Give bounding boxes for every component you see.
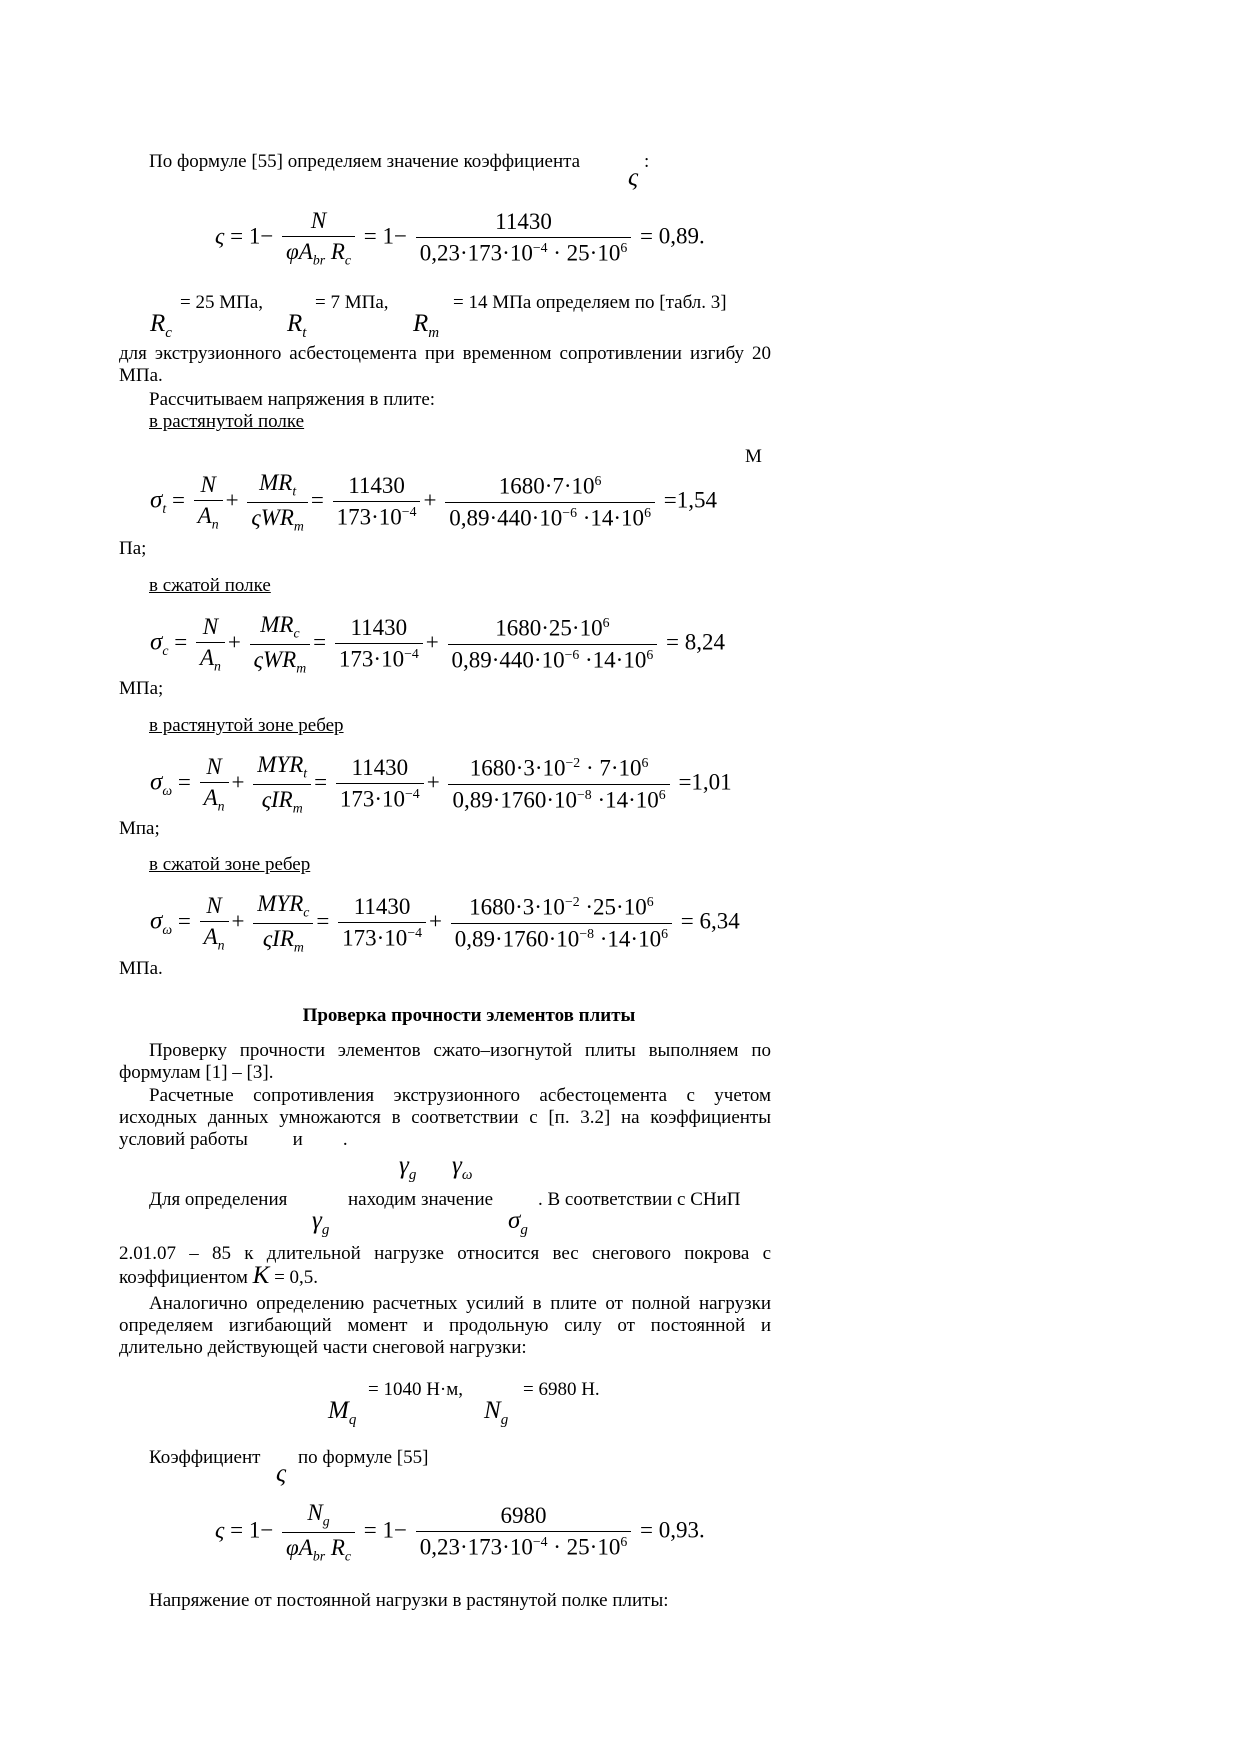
- zeta-symbol: ς: [628, 164, 639, 191]
- rm-symbol: $R_m$: [413, 310, 440, 341]
- paragraph-stresses-intro: Рассчитываем напряжения в плите:: [149, 389, 436, 410]
- paragraph-final: Напряжение от постоянной нагрузки в растянутой полке плиты:: [149, 1590, 669, 1611]
- paragraph-for-definition: Для определения: [149, 1189, 288, 1210]
- eq-den: 173·10: [339, 786, 406, 812]
- exp: −6: [562, 504, 577, 520]
- unit-text: Мпа;: [119, 818, 160, 839]
- paragraph-analogous: Аналогично определению расчетных усилий в плите от полной нагрузки определяем изгибающий момент и продольную силу от постоянной и длительно действующей части снеговой нагрузки:: [119, 1293, 771, 1358]
- exp: 6: [620, 240, 628, 256]
- eq-den-mid: · 25·10: [547, 241, 621, 267]
- paragraph-by-formula: по формуле [55]: [298, 1447, 429, 1468]
- paragraph-zeta-intro: [149, 151, 580, 173]
- equation-zeta-2: ς = 1− $\frac{N_g}{\varphi A_{br} R_c}$ = 1− $\frac{6980}{0,23\cdot 173\cdot 10^{-4} \cdot 25\cdot 10^6}$ = 0,93.: [215, 1500, 705, 1564]
- exp: 6: [620, 1534, 628, 1550]
- paragraph-snow: [119, 1243, 771, 1289]
- eq-den-tail: ·14·10: [579, 647, 647, 673]
- exp: −8: [579, 925, 594, 941]
- exp: 6: [641, 754, 649, 770]
- eq-num: 1680·25·10: [495, 615, 603, 641]
- exp: −6: [564, 646, 580, 662]
- exp: 6: [658, 786, 666, 802]
- eq-result: = 0,93.: [640, 1517, 705, 1543]
- exp: −2: [564, 893, 580, 909]
- k-value: = 0,5.: [274, 1267, 319, 1288]
- eq-result: = 0,89.: [640, 223, 705, 249]
- unit-text: МПа.: [119, 958, 163, 979]
- eq-num: 11430: [335, 615, 423, 644]
- exp: −4: [405, 786, 420, 802]
- section-title-tension-ribs: в растянутой зоне ребер: [149, 715, 344, 736]
- eq-result: = 8,24: [666, 629, 725, 655]
- sigma-g-symbol: $\sigma_g$: [508, 1207, 528, 1238]
- paragraph-resistances: [119, 1085, 771, 1151]
- section-title-compression-flange: в сжатой полке: [149, 575, 271, 596]
- exp: 6: [594, 472, 602, 488]
- exp: −2: [565, 754, 581, 770]
- equation-sigma-omega-2: $\sigma_\omega$ = $\frac{N}{A_n}$ + $\frac{MYR_c}{\varsigma IR_m}$ = $\frac{11430}{173\cdot 10^{-4}}$ + $\frac{1680\cdot 3\cdot 10^{-2} \cdot 25\cdot 10^6}{0,89\cdot 1760\cdot 10^{-8} \cdot 14\cdot 10^6}$ = 6,34: [150, 891, 740, 955]
- eq-den-mid: · 25·10: [547, 1534, 621, 1560]
- exp: 6: [646, 646, 654, 662]
- equation-sigma-omega-1: $\sigma_\omega$ = $\frac{N}{A_n}$ + $\frac{MYR_t}{\varsigma IR_m}$ = $\frac{11430}{173\cdot 10^{-4}}$ + $\frac{1680\cdot 3\cdot 10^{-2} \cdot 7\cdot 10^6}{0,89\cdot 1760\cdot 10^{-8} \cdot 14\cdot 10^6}$ =1,01: [150, 752, 732, 816]
- eq-num: 11430: [333, 473, 421, 502]
- unit-tail: М: [745, 446, 762, 467]
- k-symbol: K: [252, 1262, 270, 1289]
- paragraph-text: 2.01.07 – 85 к длительной нагрузке относится вес снегового покрова с коэффициентом: [119, 1243, 771, 1288]
- exp: 6: [646, 893, 654, 909]
- eq-num: 11430: [338, 894, 426, 923]
- paragraph-material: для экструзионного асбестоцемента при временном сопротивлении изгибу 20 МПа.: [119, 343, 771, 386]
- rc-symbol: $R_c$: [150, 310, 172, 341]
- eq-num: 1680·3·10: [469, 755, 566, 781]
- eq-den: 0,89·1760·10: [454, 926, 580, 952]
- eq-result: = 6,34: [680, 908, 740, 934]
- exp: −4: [404, 646, 419, 662]
- eq-denominator: 0,23·173·10: [419, 1534, 533, 1560]
- eq-den-tail: ·14·10: [594, 926, 662, 952]
- rt-value: = 7 МПа,: [315, 292, 389, 313]
- eq-den: 173·10: [336, 504, 402, 530]
- mq-symbol: $M_q$: [328, 1397, 357, 1428]
- unit-text: МПа;: [119, 678, 164, 699]
- gamma-g-symbol-2: $\gamma_g$: [312, 1207, 330, 1238]
- section-title-compression-ribs: в сжатой зоне ребер: [149, 854, 311, 875]
- gamma-omega-symbol: $\gamma_\omega$: [452, 1152, 473, 1183]
- ng-symbol: $N_g$: [484, 1397, 509, 1428]
- exp: 6: [602, 614, 610, 630]
- paragraph-text: По формуле [55] определяем значение коэффициента: [149, 151, 581, 172]
- rc-value: = 25 МПа,: [180, 292, 264, 313]
- equation-sigma-t: $\sigma_t$ = $\frac{N}{A_n}$ + $\frac{MR_t}{\varsigma WR_m}$ = $\frac{11430}{173\cdot 10^{-4}}$ + $\frac{1680\cdot 7\cdot 10^6}{0,89\cdot 440\cdot 10^{-6} \cdot 14\cdot 10^6}$ =1,54: [150, 470, 717, 534]
- eq-den: 0,89·440·10: [451, 647, 565, 673]
- equation-sigma-c: $\sigma_c$ = $\frac{N}{A_n}$ + $\frac{MR_c}{\varsigma WR_m}$ = $\frac{11430}{173\cdot 10^{-4}}$ + $\frac{1680\cdot 25\cdot 10^6}{0,89\cdot 440\cdot 10^{-6} \cdot 14\cdot 10^6}$ = 8,24: [150, 612, 725, 676]
- eq-result: =1,01: [678, 769, 732, 795]
- dot: .: [342, 1129, 348, 1150]
- equation-zeta: ς = 1− $\frac{N}{\varphi A_{br} R_c}$ = 1− $\frac{11430}{0,23\cdot 173\cdot 10^{-4} \cdot 25\cdot 10^6}$ = 0,89.: [215, 208, 705, 268]
- gamma-g-symbol: $\gamma_g$: [399, 1152, 417, 1183]
- eq-denominator: 0,23·173·10: [419, 241, 533, 267]
- eq-num-tail: ·25·10: [579, 894, 647, 920]
- exp: −4: [401, 504, 417, 520]
- eq-numerator: 11430: [416, 209, 632, 238]
- eq-numerator: 6980: [416, 1503, 632, 1532]
- rt-symbol: $R_t$: [287, 310, 307, 341]
- exp: 6: [644, 504, 651, 520]
- section-heading: Проверка прочности элементов плиты: [302, 1005, 636, 1026]
- colon: :: [644, 151, 650, 172]
- eq-num: 1680·7·10: [498, 473, 595, 499]
- ng-value: = 6980 Н.: [523, 1379, 600, 1400]
- paragraph-text: Расчетные сопротивления экструзионного асбестоцемента с учетом исходных данных умножаются в соответствии с [п. 3.2] на коэффициенты условий работы: [119, 1085, 771, 1150]
- paragraph-coefficient: Коэффициент: [149, 1447, 261, 1468]
- unit-text: Па;: [119, 538, 147, 559]
- eq-den: 173·10: [338, 646, 405, 672]
- eq-num: 11430: [336, 755, 424, 784]
- exp: −4: [532, 1534, 548, 1550]
- and-word: и: [292, 1129, 303, 1150]
- eq-den-tail: ·14·10: [591, 787, 659, 813]
- eq-den: 0,89·440·10: [449, 505, 563, 531]
- exp: −4: [532, 240, 548, 256]
- rm-value: = 14 МПа определяем по [табл. 3]: [453, 292, 727, 313]
- eq-den-tail: ·14·10: [576, 505, 645, 531]
- exp: −4: [407, 925, 422, 941]
- eq-den: 0,89·1760·10: [452, 787, 578, 813]
- paragraph-check: Проверку прочности элементов сжато–изогнутой плиты выполняем по формулам [1] – [3].: [119, 1040, 771, 1083]
- paragraph-find-value: находим значение: [348, 1189, 494, 1210]
- eq-num: 1680·3·10: [469, 894, 565, 920]
- zeta-symbol-2: ς: [276, 1460, 287, 1487]
- eq-result: =1,54: [663, 487, 717, 513]
- eq-num-tail: · 7·10: [580, 755, 642, 781]
- section-title-tension-flange: в растянутой полке: [149, 411, 305, 432]
- paragraph-snip: . В соответствии с СНиП: [538, 1189, 741, 1210]
- exp: −8: [577, 786, 592, 802]
- exp: 6: [661, 925, 668, 941]
- eq-den: 173·10: [342, 925, 408, 951]
- mq-value: = 1040 Н·м,: [368, 1379, 464, 1400]
